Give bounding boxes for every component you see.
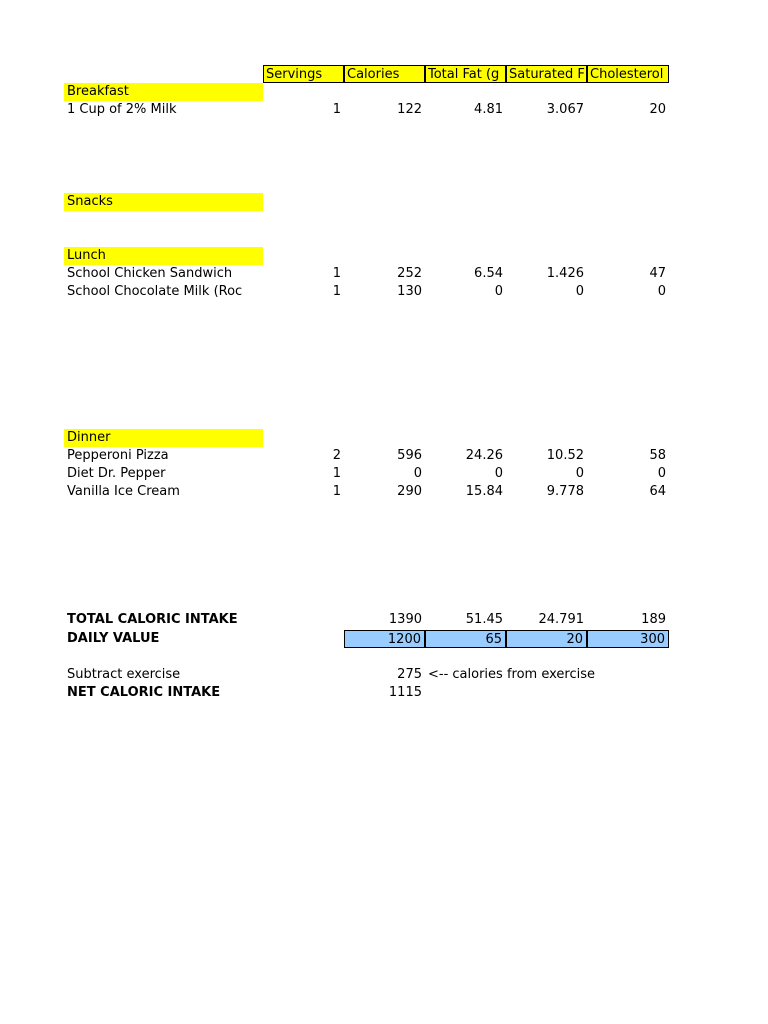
row-chocolate-milk-servings[interactable]: 1 [332,284,341,299]
row-chicken-sandwich-saturated-fat[interactable]: 1.426 [546,266,584,281]
section-lunch[interactable]: Lunch [64,247,263,265]
row-chicken-sandwich-calories[interactable]: 252 [397,266,422,281]
header-saturated-fat[interactable]: Saturated F [506,65,587,83]
row-ice-cream-servings[interactable]: 1 [332,484,341,499]
net-caloric-intake-label[interactable]: NET CALORIC INTAKE [67,685,221,700]
row-milk-cholesterol[interactable]: 20 [649,102,666,117]
exercise-note: <-- calories from exercise [428,667,595,682]
row-chocolate-milk-cholesterol[interactable]: 0 [657,284,666,299]
row-diet-dr-pepper-total-fat[interactable]: 0 [494,466,503,481]
row-pizza-cholesterol[interactable]: 58 [649,448,666,463]
row-pizza-calories[interactable]: 596 [397,448,422,463]
row-chicken-sandwich-label[interactable]: School Chicken Sandwich [67,266,233,281]
row-pizza-saturated-fat[interactable]: 10.52 [546,448,584,463]
row-ice-cream-calories[interactable]: 290 [397,484,422,499]
header-calories[interactable]: Calories [344,65,425,83]
row-ice-cream-cholesterol[interactable]: 64 [649,484,666,499]
row-chicken-sandwich-servings[interactable]: 1 [332,266,341,281]
subtract-exercise-label[interactable]: Subtract exercise [67,667,181,682]
total-saturated-fat[interactable]: 24.791 [538,612,584,627]
row-pizza-label[interactable]: Pepperoni Pizza [67,448,169,463]
row-chicken-sandwich-cholesterol[interactable]: 47 [649,266,666,281]
row-chocolate-milk-label[interactable]: School Chocolate Milk (Roc [67,284,243,299]
row-milk-calories[interactable]: 122 [397,102,422,117]
row-pizza-servings[interactable]: 2 [332,448,341,463]
row-chocolate-milk-calories[interactable]: 130 [397,284,422,299]
section-snacks[interactable]: Snacks [64,193,263,211]
row-pizza-total-fat[interactable]: 24.26 [465,448,503,463]
daily-value-cholesterol[interactable]: 300 [587,630,669,648]
header-servings[interactable]: Servings [263,65,344,83]
net-calories[interactable]: 1115 [388,685,422,700]
total-total-fat[interactable]: 51.45 [465,612,503,627]
header-total-fat[interactable]: Total Fat (g [425,65,506,83]
total-calories[interactable]: 1390 [388,612,422,627]
daily-value-calories[interactable]: 1200 [344,630,425,648]
row-diet-dr-pepper-servings[interactable]: 1 [332,466,341,481]
daily-value-total-fat[interactable]: 65 [425,630,506,648]
row-milk-label[interactable]: 1 Cup of 2% Milk [67,102,177,117]
daily-value-label[interactable]: DAILY VALUE [67,631,160,646]
row-ice-cream-total-fat[interactable]: 15.84 [465,484,503,499]
row-chicken-sandwich-total-fat[interactable]: 6.54 [474,266,503,281]
total-cholesterol[interactable]: 189 [641,612,666,627]
row-milk-saturated-fat[interactable]: 3.067 [546,102,584,117]
header-cholesterol[interactable]: Cholesterol [587,65,669,83]
row-diet-dr-pepper-calories[interactable]: 0 [413,466,422,481]
row-diet-dr-pepper-saturated-fat[interactable]: 0 [575,466,584,481]
row-milk-servings[interactable]: 1 [332,102,341,117]
section-breakfast[interactable]: Breakfast [64,83,263,101]
section-dinner[interactable]: Dinner [64,429,263,447]
row-milk-total-fat[interactable]: 4.81 [474,102,503,117]
row-diet-dr-pepper-label[interactable]: Diet Dr. Pepper [67,466,166,481]
daily-value-saturated-fat[interactable]: 20 [506,630,587,648]
row-chocolate-milk-saturated-fat[interactable]: 0 [575,284,584,299]
exercise-calories[interactable]: 275 [397,667,422,682]
row-chocolate-milk-total-fat[interactable]: 0 [494,284,503,299]
row-diet-dr-pepper-cholesterol[interactable]: 0 [657,466,666,481]
row-ice-cream-label[interactable]: Vanilla Ice Cream [67,484,180,499]
row-ice-cream-saturated-fat[interactable]: 9.778 [546,484,584,499]
total-caloric-intake-label[interactable]: TOTAL CALORIC INTAKE [67,612,238,627]
